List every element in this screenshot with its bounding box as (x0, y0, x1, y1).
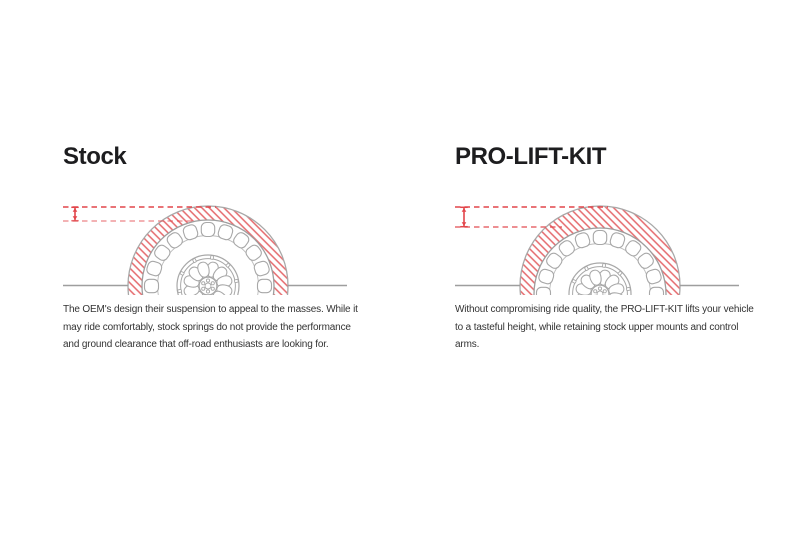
pro-lift-kit-description-line: to a tasteful height, while retaining stock upper mounts and control (455, 321, 739, 333)
pro-lift-kit-description-line: Without compromising ride quality, the PRO-LIFT-KIT lifts your vehicle (455, 304, 754, 315)
stock-description-line: may ride comfortably, stock springs do not provide the performance (63, 321, 351, 333)
stock-gap-dimension-marker (71, 207, 78, 220)
stock-panel-title: Stock (63, 143, 127, 170)
pro-lift-kit-gap-dimension-marker (460, 207, 467, 226)
pro-lift-kit-description (455, 301, 785, 354)
pro-lift-kit-clearance-diagram (455, 206, 739, 305)
stock-description-line: The OEM's design their suspension to appeal to the masses. While it (63, 304, 358, 315)
stock-description (63, 301, 393, 354)
stock-clearance-diagram (63, 206, 347, 305)
wheel-clearance-diagrams (0, 195, 800, 305)
stock-description-line: and ground clearance that off-road enthusiasts are looking for. (63, 339, 329, 350)
pro-lift-kit-panel-title: PRO-LIFT-KIT (455, 143, 607, 170)
pro-lift-kit-description-line: arms. (455, 339, 480, 350)
